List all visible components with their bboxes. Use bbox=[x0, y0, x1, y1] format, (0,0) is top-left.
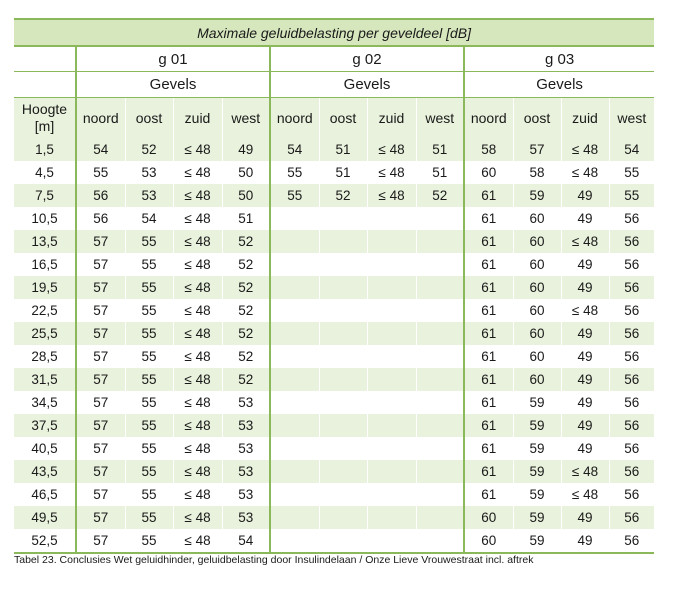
value-cell: 61 bbox=[464, 414, 513, 437]
value-cell: 51 bbox=[416, 138, 464, 161]
value-cell: 57 bbox=[76, 529, 125, 553]
value-cell: 59 bbox=[513, 506, 561, 529]
value-cell: 55 bbox=[125, 483, 173, 506]
value-cell bbox=[367, 345, 416, 368]
height-cell: 31,5 bbox=[14, 368, 76, 391]
height-cell: 13,5 bbox=[14, 230, 76, 253]
height-unit: [m] bbox=[34, 118, 55, 134]
value-cell bbox=[319, 529, 367, 553]
value-cell: 57 bbox=[76, 506, 125, 529]
value-cell: 56 bbox=[609, 529, 654, 553]
value-cell: 55 bbox=[125, 253, 173, 276]
value-cell bbox=[416, 460, 464, 483]
height-cell: 46,5 bbox=[31, 487, 58, 502]
dir-header: west bbox=[416, 98, 464, 139]
value-cell: 49 bbox=[561, 506, 609, 529]
value-cell: ≤ 48 bbox=[561, 460, 609, 483]
value-cell: 61 bbox=[464, 299, 513, 322]
value-cell: ≤ 48 bbox=[173, 414, 222, 437]
value-cell: 61 bbox=[464, 230, 513, 253]
value-cell: 61 bbox=[464, 460, 513, 483]
value-cell bbox=[270, 391, 319, 414]
value-cell: 61 bbox=[464, 368, 513, 391]
value-cell: 53 bbox=[222, 506, 270, 529]
value-cell: 57 bbox=[76, 414, 125, 437]
value-cell: 49 bbox=[561, 529, 609, 553]
value-cell: 55 bbox=[609, 161, 654, 184]
value-cell: 52 bbox=[222, 368, 270, 391]
value-cell: 53 bbox=[222, 414, 270, 437]
value-cell: 55 bbox=[125, 529, 173, 553]
value-cell: 57 bbox=[513, 138, 561, 161]
value-cell bbox=[367, 529, 416, 553]
value-cell: 56 bbox=[609, 345, 654, 368]
value-cell: 52 bbox=[125, 138, 173, 161]
value-cell: 52 bbox=[222, 230, 270, 253]
value-cell: ≤ 48 bbox=[367, 184, 416, 207]
value-cell: 49 bbox=[222, 138, 270, 161]
table-row bbox=[14, 345, 654, 368]
table-row bbox=[14, 230, 654, 253]
value-cell: 55 bbox=[125, 299, 173, 322]
value-cell: 52 bbox=[416, 184, 464, 207]
value-cell: 54 bbox=[270, 138, 319, 161]
value-cell bbox=[270, 414, 319, 437]
header-corner bbox=[14, 72, 76, 98]
value-cell: 60 bbox=[513, 368, 561, 391]
value-cell: ≤ 48 bbox=[173, 161, 222, 184]
value-cell bbox=[319, 460, 367, 483]
value-cell: 56 bbox=[609, 437, 654, 460]
value-cell: ≤ 48 bbox=[173, 529, 222, 553]
value-cell: 56 bbox=[609, 207, 654, 230]
value-cell: 51 bbox=[319, 161, 367, 184]
value-cell: 59 bbox=[513, 529, 561, 553]
value-cell bbox=[319, 276, 367, 299]
table-row bbox=[14, 437, 654, 460]
height-cell: 7,5 bbox=[14, 184, 76, 207]
value-cell bbox=[319, 506, 367, 529]
value-cell: 53 bbox=[222, 483, 270, 506]
value-cell bbox=[270, 483, 319, 506]
value-cell: 59 bbox=[513, 483, 561, 506]
value-cell bbox=[367, 322, 416, 345]
value-cell: 49 bbox=[561, 368, 609, 391]
dir-header: zuid bbox=[561, 98, 609, 139]
table-row bbox=[14, 414, 654, 437]
table-row bbox=[14, 529, 654, 553]
value-cell bbox=[270, 437, 319, 460]
value-cell: 60 bbox=[513, 322, 561, 345]
value-cell bbox=[319, 414, 367, 437]
value-cell: 49 bbox=[561, 345, 609, 368]
height-column-header bbox=[14, 98, 76, 139]
table-row bbox=[14, 299, 654, 322]
value-cell: 59 bbox=[513, 437, 561, 460]
value-cell: ≤ 48 bbox=[173, 184, 222, 207]
value-cell bbox=[319, 322, 367, 345]
value-cell: ≤ 48 bbox=[367, 161, 416, 184]
height-cell: 52,5 bbox=[14, 529, 76, 553]
value-cell: ≤ 48 bbox=[561, 230, 609, 253]
height-cell: 4,5 bbox=[35, 165, 54, 180]
value-cell: 52 bbox=[222, 253, 270, 276]
value-cell: 53 bbox=[222, 437, 270, 460]
height-cell: 19,5 bbox=[14, 276, 76, 299]
value-cell: 52 bbox=[222, 322, 270, 345]
value-cell: 56 bbox=[76, 184, 125, 207]
value-cell bbox=[416, 368, 464, 391]
subheader-gevels-g02: Gevels bbox=[270, 72, 464, 98]
value-cell: 56 bbox=[609, 414, 654, 437]
table-row bbox=[14, 483, 654, 506]
value-cell bbox=[367, 253, 416, 276]
dir-header: oost bbox=[319, 98, 367, 139]
value-cell: ≤ 48 bbox=[173, 207, 222, 230]
value-cell: ≤ 48 bbox=[173, 483, 222, 506]
value-cell bbox=[367, 483, 416, 506]
table-title: Maximale geluidbelasting per geveldeel [dB] bbox=[14, 19, 654, 46]
value-cell: ≤ 48 bbox=[561, 299, 609, 322]
value-cell: 59 bbox=[513, 414, 561, 437]
dir-header: zuid bbox=[367, 98, 416, 139]
value-cell bbox=[416, 276, 464, 299]
value-cell: 49 bbox=[561, 437, 609, 460]
value-cell bbox=[319, 483, 367, 506]
value-cell bbox=[367, 368, 416, 391]
value-cell: 55 bbox=[125, 414, 173, 437]
value-cell: 49 bbox=[561, 253, 609, 276]
value-cell: ≤ 48 bbox=[561, 161, 609, 184]
value-cell: 55 bbox=[125, 460, 173, 483]
value-cell: 61 bbox=[464, 207, 513, 230]
height-cell: 1,5 bbox=[14, 138, 76, 161]
value-cell: 58 bbox=[513, 161, 561, 184]
value-cell: ≤ 48 bbox=[173, 138, 222, 161]
dir-header: zuid bbox=[173, 98, 222, 139]
dir-header: west bbox=[222, 98, 270, 139]
value-cell: 49 bbox=[561, 322, 609, 345]
value-cell: 57 bbox=[76, 322, 125, 345]
value-cell: 55 bbox=[125, 368, 173, 391]
value-cell: 61 bbox=[464, 184, 513, 207]
value-cell: ≤ 48 bbox=[173, 506, 222, 529]
value-cell: 55 bbox=[270, 184, 319, 207]
dir-header: west bbox=[609, 98, 654, 139]
value-cell: ≤ 48 bbox=[173, 299, 222, 322]
value-cell bbox=[270, 299, 319, 322]
value-cell bbox=[319, 391, 367, 414]
value-cell: 56 bbox=[609, 230, 654, 253]
value-cell: 56 bbox=[609, 506, 654, 529]
value-cell: ≤ 48 bbox=[173, 460, 222, 483]
value-cell: 60 bbox=[513, 276, 561, 299]
value-cell: 57 bbox=[76, 253, 125, 276]
value-cell: 50 bbox=[222, 184, 270, 207]
value-cell: 53 bbox=[125, 184, 173, 207]
value-cell bbox=[319, 253, 367, 276]
value-cell bbox=[416, 483, 464, 506]
value-cell bbox=[367, 391, 416, 414]
height-label: Hoogte bbox=[21, 101, 68, 117]
value-cell bbox=[319, 345, 367, 368]
value-cell: 57 bbox=[76, 276, 125, 299]
dir-header: noord bbox=[464, 98, 513, 139]
dir-header: oost bbox=[125, 98, 173, 139]
value-cell bbox=[270, 322, 319, 345]
value-cell: 57 bbox=[76, 299, 125, 322]
value-cell: 55 bbox=[125, 276, 173, 299]
value-cell: 49 bbox=[561, 184, 609, 207]
value-cell: 56 bbox=[609, 322, 654, 345]
value-cell bbox=[416, 506, 464, 529]
value-cell: 61 bbox=[464, 276, 513, 299]
value-cell bbox=[270, 529, 319, 553]
value-cell bbox=[367, 230, 416, 253]
value-cell: 59 bbox=[513, 184, 561, 207]
value-cell: 56 bbox=[609, 253, 654, 276]
value-cell bbox=[270, 276, 319, 299]
value-cell bbox=[367, 276, 416, 299]
noise-table bbox=[14, 18, 654, 554]
value-cell: 49 bbox=[561, 414, 609, 437]
value-cell: ≤ 48 bbox=[173, 322, 222, 345]
value-cell: 53 bbox=[125, 161, 173, 184]
value-cell bbox=[416, 253, 464, 276]
value-cell bbox=[416, 391, 464, 414]
height-cell: 28,5 bbox=[31, 349, 58, 364]
subheader-gevels-g03: Gevels bbox=[464, 72, 654, 98]
value-cell bbox=[416, 322, 464, 345]
value-cell bbox=[270, 345, 319, 368]
value-cell bbox=[270, 230, 319, 253]
value-cell bbox=[270, 460, 319, 483]
value-cell: 55 bbox=[125, 506, 173, 529]
value-cell: 57 bbox=[76, 483, 125, 506]
value-cell: 52 bbox=[222, 276, 270, 299]
value-cell bbox=[367, 414, 416, 437]
height-cell: 37,5 bbox=[14, 414, 76, 437]
value-cell: 55 bbox=[609, 184, 654, 207]
table-row bbox=[14, 138, 654, 161]
table-row bbox=[14, 276, 654, 299]
subheader-gevels-g01: Gevels bbox=[76, 72, 270, 98]
value-cell: 55 bbox=[76, 161, 125, 184]
value-cell: 56 bbox=[609, 276, 654, 299]
value-cell bbox=[319, 207, 367, 230]
value-cell: 51 bbox=[319, 138, 367, 161]
value-cell bbox=[367, 437, 416, 460]
value-cell: 56 bbox=[609, 460, 654, 483]
group-header-g02: g 02 bbox=[270, 46, 464, 72]
height-cell: 43,5 bbox=[14, 460, 76, 483]
value-cell bbox=[270, 506, 319, 529]
value-cell: 55 bbox=[125, 230, 173, 253]
value-cell: 53 bbox=[222, 391, 270, 414]
value-cell: 60 bbox=[513, 230, 561, 253]
value-cell: 49 bbox=[561, 276, 609, 299]
value-cell: ≤ 48 bbox=[561, 138, 609, 161]
dir-header: noord bbox=[76, 98, 125, 139]
value-cell: ≤ 48 bbox=[561, 483, 609, 506]
value-cell bbox=[416, 207, 464, 230]
value-cell: 57 bbox=[76, 230, 125, 253]
value-cell: 55 bbox=[125, 391, 173, 414]
value-cell bbox=[416, 529, 464, 553]
value-cell: 57 bbox=[76, 345, 125, 368]
value-cell: 56 bbox=[609, 391, 654, 414]
value-cell: 57 bbox=[76, 391, 125, 414]
value-cell bbox=[270, 368, 319, 391]
value-cell: 56 bbox=[609, 483, 654, 506]
value-cell: 61 bbox=[464, 253, 513, 276]
height-cell: 25,5 bbox=[14, 322, 76, 345]
value-cell: 60 bbox=[513, 299, 561, 322]
value-cell: 60 bbox=[513, 207, 561, 230]
value-cell: 54 bbox=[76, 138, 125, 161]
height-cell: 22,5 bbox=[31, 303, 58, 318]
value-cell: 57 bbox=[76, 460, 125, 483]
value-cell: 55 bbox=[270, 161, 319, 184]
value-cell bbox=[416, 437, 464, 460]
group-header-g01: g 01 bbox=[76, 46, 270, 72]
value-cell bbox=[270, 253, 319, 276]
value-cell: 60 bbox=[513, 253, 561, 276]
value-cell: 56 bbox=[609, 368, 654, 391]
table-caption: Tabel 23. Conclusies Wet geluidhinder, geluidbelasting door Insulindelaan / Onze Lieve Vrouwestraat incl. aftrek bbox=[14, 554, 534, 566]
value-cell bbox=[416, 230, 464, 253]
height-cell: 49,5 bbox=[14, 506, 76, 529]
value-cell: ≤ 48 bbox=[173, 253, 222, 276]
value-cell bbox=[319, 230, 367, 253]
dir-header: oost bbox=[513, 98, 561, 139]
height-cell: 34,5 bbox=[31, 395, 58, 410]
value-cell: ≤ 48 bbox=[173, 437, 222, 460]
value-cell: 52 bbox=[222, 299, 270, 322]
table-row bbox=[14, 460, 654, 483]
value-cell: 60 bbox=[464, 161, 513, 184]
value-cell: 61 bbox=[464, 345, 513, 368]
value-cell: 56 bbox=[76, 207, 125, 230]
value-cell: 61 bbox=[464, 322, 513, 345]
value-cell: 54 bbox=[125, 207, 173, 230]
table-row bbox=[14, 506, 654, 529]
value-cell: 55 bbox=[125, 322, 173, 345]
table-row bbox=[14, 368, 654, 391]
table-row bbox=[14, 253, 654, 276]
value-cell: ≤ 48 bbox=[173, 276, 222, 299]
value-cell: 55 bbox=[125, 437, 173, 460]
table-row bbox=[14, 207, 654, 230]
value-cell: 56 bbox=[609, 299, 654, 322]
value-cell: 54 bbox=[222, 529, 270, 553]
value-cell: 49 bbox=[561, 391, 609, 414]
value-cell: 60 bbox=[464, 529, 513, 553]
value-cell: 50 bbox=[222, 161, 270, 184]
value-cell: 55 bbox=[125, 345, 173, 368]
value-cell bbox=[367, 207, 416, 230]
value-cell: 49 bbox=[561, 207, 609, 230]
value-cell bbox=[367, 460, 416, 483]
value-cell: 52 bbox=[319, 184, 367, 207]
value-cell: 52 bbox=[222, 345, 270, 368]
value-cell bbox=[416, 299, 464, 322]
value-cell: ≤ 48 bbox=[173, 345, 222, 368]
value-cell bbox=[319, 299, 367, 322]
header-corner bbox=[14, 46, 76, 72]
value-cell: 61 bbox=[464, 483, 513, 506]
value-cell: 51 bbox=[222, 207, 270, 230]
table-row bbox=[14, 161, 654, 184]
table-row bbox=[14, 322, 654, 345]
value-cell bbox=[270, 207, 319, 230]
value-cell bbox=[319, 368, 367, 391]
value-cell: 58 bbox=[464, 138, 513, 161]
value-cell bbox=[416, 345, 464, 368]
table-row bbox=[14, 184, 654, 207]
value-cell: 57 bbox=[76, 368, 125, 391]
dir-header: noord bbox=[270, 98, 319, 139]
height-cell: 10,5 bbox=[31, 211, 58, 226]
value-cell: 53 bbox=[222, 460, 270, 483]
value-cell: 54 bbox=[609, 138, 654, 161]
table-row bbox=[14, 391, 654, 414]
value-cell: 59 bbox=[513, 460, 561, 483]
value-cell: ≤ 48 bbox=[173, 230, 222, 253]
value-cell: 59 bbox=[513, 391, 561, 414]
value-cell: 60 bbox=[464, 506, 513, 529]
value-cell: 61 bbox=[464, 437, 513, 460]
value-cell: 51 bbox=[416, 161, 464, 184]
group-header-g03: g 03 bbox=[464, 46, 654, 72]
value-cell: 61 bbox=[464, 391, 513, 414]
value-cell bbox=[319, 437, 367, 460]
value-cell bbox=[367, 506, 416, 529]
value-cell: 57 bbox=[76, 437, 125, 460]
value-cell bbox=[416, 414, 464, 437]
value-cell bbox=[367, 299, 416, 322]
height-cell: 40,5 bbox=[31, 441, 58, 456]
value-cell: ≤ 48 bbox=[173, 391, 222, 414]
value-cell: ≤ 48 bbox=[173, 368, 222, 391]
value-cell: 60 bbox=[513, 345, 561, 368]
value-cell: ≤ 48 bbox=[367, 138, 416, 161]
height-cell: 16,5 bbox=[31, 257, 58, 272]
